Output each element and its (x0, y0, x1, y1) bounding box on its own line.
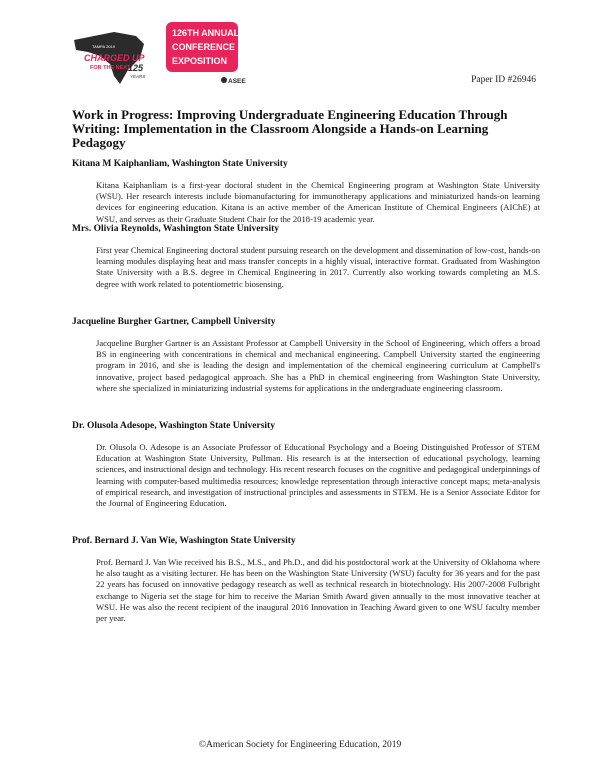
tagline-line2: FOR THE NEXT (90, 65, 131, 71)
author-name: Mrs. Olivia Reynolds, Washington State University (72, 224, 279, 234)
author-block-2 (72, 223, 540, 290)
paper-id: Paper ID #26946 (471, 75, 536, 85)
author-block-3 (72, 316, 540, 394)
conference-line3: EXPOSITION (172, 56, 228, 66)
author-name: Prof. Bernard J. Van Wie, Washington State University (72, 536, 296, 546)
asee-org-text: ASEE (228, 78, 246, 85)
tagline-line1: CHARGED UP (84, 53, 145, 63)
author-bio: Kitana Kaiphanliam is a first-year doctoral student in the Chemical Engineering program at Washington State University (WSU). Her research interests include biomanufacturing for immunotherapy applications and miniaturized hands-on learning devices for engineering education. Kitana is an active member of the American Institute of Chemical Engineers (AIChE) at WSU, and serves as their Graduate Student Chair for the 2018-19 academic year. (96, 180, 540, 224)
author-bio: Dr. Olusola O. Adesope is an Associate Professor of Educational Psychology and a Boeing Distinguished Professor of STEM Education at Washington State University, Pullman. His research is at the intersection of educational psychology, learning sciences, and instructional design and technology. His recent research focuses on the cognitive and pedagogical underpinnings of learning with computer-based multimedia resources; knowledge representation through interactive concept maps; meta-analysis of empirical research, and investigation of instructional principles and assessments in STEM. He is a Senior Associate Editor for the Journal of Engineering Education. (96, 442, 540, 509)
author-block-1 (72, 158, 540, 225)
copyright-footer: ©American Society for Engineering Education, 2019 (198, 740, 402, 750)
author-bio: First year Chemical Engineering doctoral student pursuing research on the development and dissemination of low-cost, hands-on learning modules displaying heat and mass transfer concepts in a highly visual, interactive format. Graduated from Washington State University with a B.S. degree in Chemical Engineering in 2017. Currently also working towards completing an M.S. degree with work related to potentiometric biosensing. (96, 245, 540, 289)
author-bio: Prof. Bernard J. Van Wie received his B.S., M.S., and Ph.D., and did his postdoctoral work at the University of Oklahoma where he also taught as a visiting lecturer. He has been on the Washington State University (WSU) faculty for 36 years and for the past 22 years has focused on innovative pedagogy research as well as technical research in biotechnology. His 2007-2008 Fulbright exchange to Nigeria set the stage for him to receive the Marian Smith Award given annually to the most innovative teacher at WSU. He was also the recent recipient of the inaugural 2016 Innovation in Teaching Award given to one WSU faculty member per year. (96, 557, 540, 624)
author-name: Kitana M Kaiphanliam, Washington State University (72, 159, 288, 169)
author-name: Jacqueline Burgher Gartner, Campbell University (72, 317, 276, 327)
author-name: Dr. Olusola Adesope, Washington State University (72, 421, 275, 431)
conference-line1: 126TH ANNUAL (172, 28, 240, 38)
conference-line2: CONFERENCE & (172, 42, 245, 52)
years-word: YEARS (130, 74, 146, 79)
asee-seal-icon (221, 77, 227, 83)
author-bio: Jacqueline Burgher Gartner is an Assistant Professor at Campbell University in the School of Engineering, which offers a broad BS in engineering with concentrations in chemical and mechanical engineering. Campbell University started the engineering program in 2016, and she is leading the design and implementation of the chemical engineering curriculum at Campbell's innovative, project based pedagogical approach. She has a PhD in chemical engineering from Washington State University, where she specialized in miniaturizing industrial systems for applications in the undergraduate engineering classroom. (96, 338, 540, 393)
paper-title: Work in Progress: Improving Undergraduate Engineering Education Through Writing: Implementation in the Classroom Alongside a Hands-on Learning Pedagogy (72, 107, 508, 150)
years-number: 125 (128, 63, 144, 73)
author-block-4 (72, 420, 540, 509)
event-small-text: TAMPA 2019 (92, 44, 115, 49)
author-block-5 (72, 535, 540, 624)
conference-logo (70, 18, 250, 96)
